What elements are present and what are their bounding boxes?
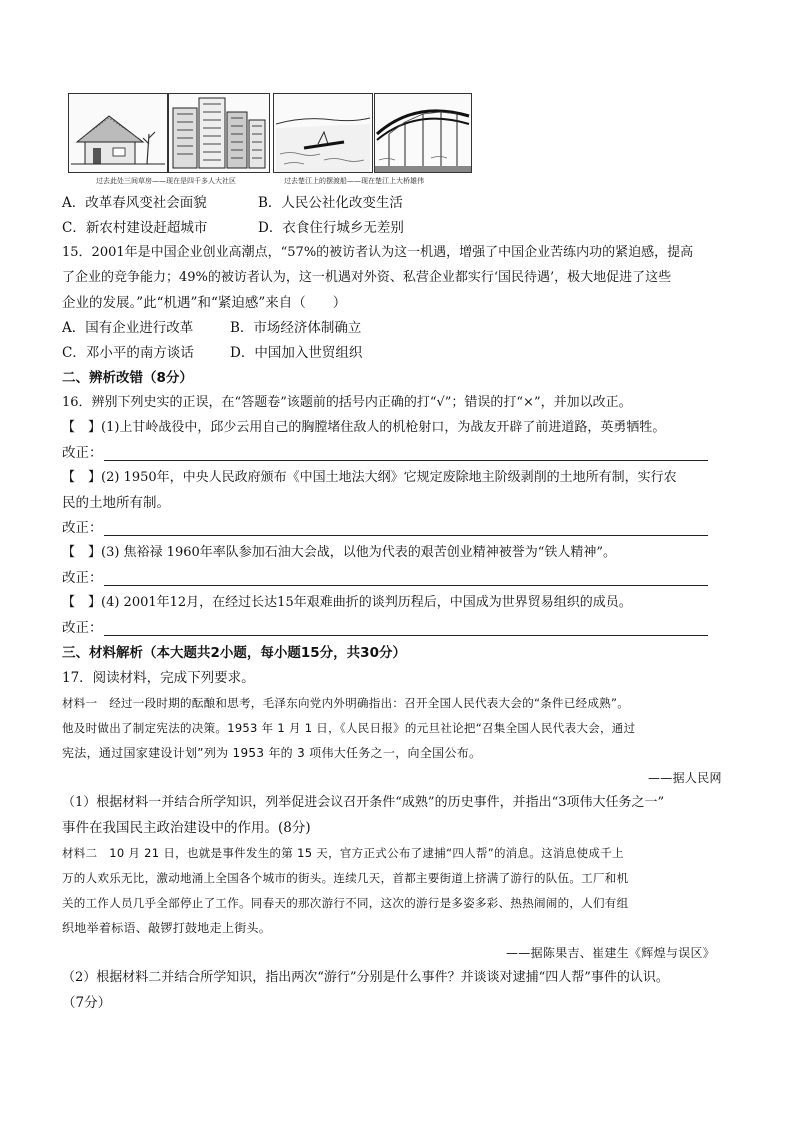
q16-item-2-line-2: 民的土地所有制。 bbox=[62, 495, 170, 511]
high-rise-community-image bbox=[168, 93, 270, 173]
q14-option-d: D．衣食住行城乡无差别 bbox=[258, 220, 404, 236]
q17-sub-1-line-2: 事件在我国民主政治建设中的作用。(8分) bbox=[62, 820, 311, 836]
material-2-line-2: 万的人欢乐无比，激动地涌上全国各个城市的街头。连续几天，首都主要街道上挤满了游行的队伍。工厂和机 bbox=[62, 871, 629, 885]
high-rise-drawing bbox=[169, 94, 269, 172]
q14-option-c: C．新农村建设赶超城市 bbox=[62, 220, 208, 236]
material-1-line-1: 材料一 经过一段时期的酝酿和思考，毛泽东向党内外明确指出：召开全国人民代表大会的“条件已经成熟”。 bbox=[62, 696, 630, 710]
q14-option-a: A．改革春风变社会面貌 bbox=[62, 195, 207, 211]
q16-item-1-answer-line[interactable] bbox=[104, 460, 708, 461]
section-2-heading: 二、辨析改错（8分） bbox=[62, 370, 193, 386]
ferry-boat-image bbox=[273, 93, 373, 173]
thatched-hut-drawing bbox=[69, 94, 167, 172]
q17-sub-2-line-2: （7分） bbox=[62, 995, 112, 1011]
q16-item-1: 【 】(1)上甘岭战役中，邱少云用自己的胸膛堵住敌人的机枪射口，为战友开辟了前进道路，英勇牺牲。 bbox=[62, 420, 666, 435]
q17-intro: 17．阅读材料，完成下列要求。 bbox=[62, 670, 255, 686]
q16-item-4-answer-line[interactable] bbox=[104, 635, 708, 636]
q16-item-1-correction-label: 改正： bbox=[62, 445, 103, 461]
river-bridge-image bbox=[374, 93, 472, 173]
q16-item-2-answer-line[interactable] bbox=[104, 535, 708, 536]
q15-option-d: D．中国加入世贸组织 bbox=[230, 345, 363, 361]
q16-item-3-correction-label: 改正： bbox=[62, 570, 103, 586]
q15-stem-line-3: 企业的发展。”此“机遇”和“紧迫感”来自（ ） bbox=[62, 295, 347, 311]
q15-option-c: C．邓小平的南方谈话 bbox=[62, 345, 194, 361]
section-3-heading: 三、材料解析（本大题共2小题，每小题15分，共30分） bbox=[62, 645, 406, 661]
material-2-line-3: 关的工作人员几乎全部停止了工作。同春天的那次游行不同，这次的游行是多姿多彩、热热闹闹的，人们有组 bbox=[62, 896, 629, 910]
material-2-line-1: 材料二 10 月 21 日，也就是事件发生的第 15 天，官方正式公布了逮捕“四人帮”的消息。这消息使成千上 bbox=[62, 846, 624, 860]
q15-option-a: A．国有企业进行改革 bbox=[62, 320, 194, 336]
q15-option-b: B．市场经济体制确立 bbox=[230, 320, 362, 336]
material-2-line-4: 织地举着标语、敲锣打鼓地走上街头。 bbox=[62, 921, 272, 935]
material-2-source: ——据陈果吉、崔建生《辉煌与误区》 bbox=[506, 946, 716, 960]
q16-item-2-correction-label: 改正： bbox=[62, 520, 103, 536]
material-1-source: ——据人民网 bbox=[648, 771, 722, 785]
q16-item-2-line-1: 【 】(2) 1950年，中央人民政府颁布《中国土地法大纲》它规定废除地主阶级剥削的土地所有制，实行农 bbox=[62, 470, 677, 485]
figure-caption-right: 过去楚江上的摆渡船——现在楚江上大桥雄伟 bbox=[284, 177, 424, 185]
bridge-drawing bbox=[375, 94, 471, 172]
material-1-line-2: 他及时做出了制定宪法的决策。1953 年 1 月 1 日，《人民日报》的元旦社论把“召集全国人民代表大会，通过 bbox=[62, 721, 636, 735]
q17-sub-2-line-1: （2）根据材料二并结合所学知识，指出两次“游行”分别是什么事件？并谈谈对逮捕“四人帮”事件的认识。 bbox=[62, 970, 669, 985]
ferry-drawing bbox=[274, 94, 372, 172]
q14-option-b: B．人民公社化改变生活 bbox=[258, 195, 403, 211]
thatched-hut-image bbox=[68, 93, 168, 173]
material-1-line-3: 宪法，通过国家建设计划”列为 1953 年的 3 项伟大任务之一，向全国公布。 bbox=[62, 746, 482, 760]
q16-item-3-answer-line[interactable] bbox=[104, 585, 708, 586]
figure-caption-left: 过去此处三间草房——现在是四千多人大社区 bbox=[96, 177, 236, 185]
q16-intro: 16．辨别下列史实的正误，在“答题卷”该题前的括号内正确的打“√”；错误的打“×”，并加以改正。 bbox=[62, 395, 632, 410]
q16-item-3: 【 】(3) 焦裕禄 1960年率队参加石油大会战，以他为代表的艰苦创业精神被誉为“铁人精神”。 bbox=[62, 545, 617, 560]
q17-sub-1-line-1: （1）根据材料一并结合所学知识，列举促进会议召开条件“成熟”的历史事件，并指出“3项伟大任务之一” bbox=[62, 795, 665, 810]
q16-item-4-correction-label: 改正： bbox=[62, 620, 103, 636]
q16-item-4: 【 】(4) 2001年12月，在经过长达15年艰难曲折的谈判历程后，中国成为世界贸易组织的成员。 bbox=[62, 595, 632, 610]
q15-stem-line-1: 15．2001年是中国企业创业高潮点，“57%的被访者认为这一机遇，增强了中国企业苦练内功的紧迫感，提高 bbox=[62, 245, 694, 260]
q15-stem-line-2: 了企业的竞争能力；49%的被访者认为，这一机遇对外资、私营企业都实行‘国民待遇’，极大地促进了这些 bbox=[62, 270, 672, 285]
